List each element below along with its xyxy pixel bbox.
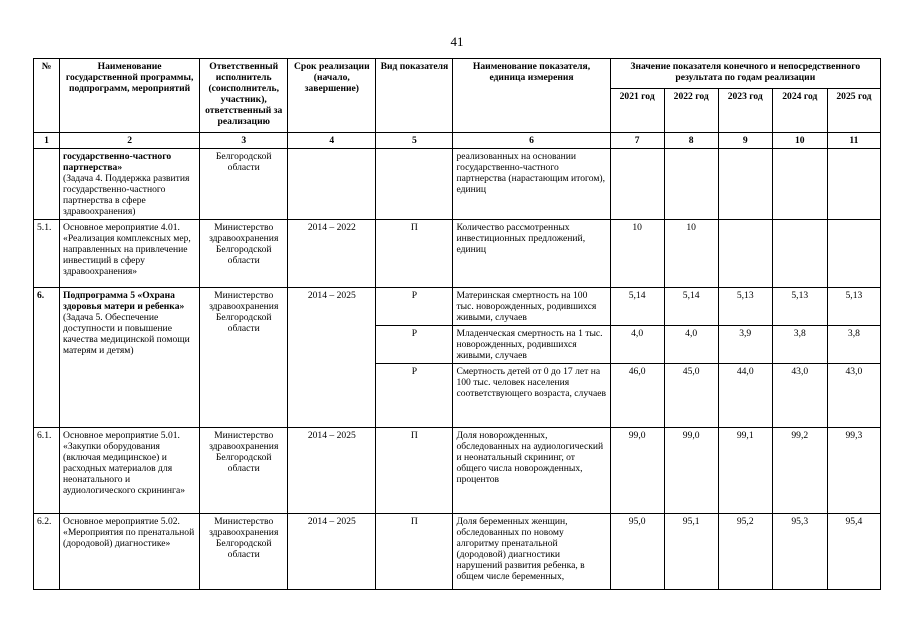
row-value: 5,13	[718, 288, 772, 326]
row-name: Основное мероприятие 5.02. «Мероприятия по пренатальной (дородовой) диагностике»	[60, 514, 200, 590]
header-executor: Ответственный исполнитель (соисполнитель, участник), ответственный за реализацию	[200, 59, 288, 133]
row-value: 3,8	[772, 326, 827, 364]
row-name: Основное мероприятие 5.01. «Закупки оборудования (включая медицинское) и расходных материалов для неонатального и аудиологического скрининга»	[60, 428, 200, 514]
header-year-2025: 2025 год	[827, 89, 880, 133]
col-number: 5	[376, 133, 453, 149]
row-name-bold: Подпрограмма 5 «Охрана здоровья матери и ребенка»	[63, 290, 185, 312]
col-number: 3	[200, 133, 288, 149]
row-kind: Р	[376, 326, 453, 364]
col-number: 2	[60, 133, 200, 149]
row-value: 43,0	[827, 364, 880, 428]
row-name-rest: (Задача 4. Поддержка развития государственно-частного партнерства в сфере здравоохранения)	[63, 173, 190, 217]
header-year-2024: 2024 год	[772, 89, 827, 133]
row-kind: П	[376, 514, 453, 590]
row-value: 95,0	[610, 514, 664, 590]
col-number: 1	[34, 133, 60, 149]
row-value: 44,0	[718, 364, 772, 428]
row-value: 3,9	[718, 326, 772, 364]
header-num: №	[34, 59, 60, 133]
row-indicator: реализованных на основании государственно-частного партнерства (нарастающим итогом), единиц	[453, 149, 610, 220]
column-number-row	[34, 133, 881, 149]
row-name	[60, 288, 200, 428]
row-value: 95,3	[772, 514, 827, 590]
row-value	[772, 220, 827, 288]
row-term	[288, 149, 376, 220]
header-program: Наименование государственной программы, подпрограмм, мероприятий	[60, 59, 200, 133]
row-kind: П	[376, 428, 453, 514]
row-term: 2014 – 2025	[288, 514, 376, 590]
col-number: 10	[772, 133, 827, 149]
row-value: 99,1	[718, 428, 772, 514]
row-kind	[376, 149, 453, 220]
row-value: 95,1	[664, 514, 718, 590]
row-indicator: Младенческая смертность на 1 тыс. новорожденных, родившихся живыми, случаев	[453, 326, 610, 364]
row-indicator: Доля беременных женщин, обследованных по новому алгоритму пренатальной (дородовой) диагностики нарушений развития ребенка, в общем числе беременных,	[453, 514, 610, 590]
row-value: 95,4	[827, 514, 880, 590]
row-indicator: Количество рассмотренных инвестиционных предложений, единиц	[453, 220, 610, 288]
row-executor: Министерство здравоохранения Белгородской области	[200, 220, 288, 288]
table-row	[34, 428, 881, 514]
row-value: 45,0	[664, 364, 718, 428]
row-executor: Министерство здравоохранения Белгородской области	[200, 514, 288, 590]
row-term: 2014 – 2022	[288, 220, 376, 288]
header-kind: Вид показателя	[376, 59, 453, 133]
row-num: 6.2.	[34, 514, 60, 590]
col-number: 8	[664, 133, 718, 149]
header-indicator: Наименование показателя, единица измерения	[453, 59, 610, 133]
row-executor: Министерство здравоохранения Белгородской области	[200, 428, 288, 514]
row-value: 5,13	[827, 288, 880, 326]
table-row	[34, 288, 881, 326]
row-kind: Р	[376, 288, 453, 326]
row-value: 99,0	[610, 428, 664, 514]
row-kind: П	[376, 220, 453, 288]
row-executor: Белгородской области	[200, 149, 288, 220]
header-year-2021: 2021 год	[610, 89, 664, 133]
table-row	[34, 220, 881, 288]
row-num	[34, 149, 60, 220]
row-value: 99,2	[772, 428, 827, 514]
row-name-bold: государственно-частного партнерства»	[63, 151, 172, 173]
row-value: 10	[664, 220, 718, 288]
row-value	[827, 149, 880, 220]
row-value	[718, 149, 772, 220]
col-number: 4	[288, 133, 376, 149]
row-name-rest: (Задача 5. Обеспечение доступности и повышение качества медицинской помощи матерям и детям)	[63, 312, 190, 356]
row-value	[772, 149, 827, 220]
row-value: 99,0	[664, 428, 718, 514]
row-value: 5,14	[664, 288, 718, 326]
row-value	[827, 220, 880, 288]
header-year-2022: 2022 год	[664, 89, 718, 133]
row-value	[610, 149, 664, 220]
row-num: 5.1.	[34, 220, 60, 288]
header-year-2023: 2023 год	[718, 89, 772, 133]
row-indicator: Материнская смертность на 100 тыс. новорожденных, родившихся живыми, случаев	[453, 288, 610, 326]
program-table	[33, 58, 881, 590]
row-num: 6.1.	[34, 428, 60, 514]
row-value: 99,3	[827, 428, 880, 514]
row-indicator: Смертность детей от 0 до 17 лет на 100 тыс. человек населения соответствующего возраста, случаев	[453, 364, 610, 428]
row-name: Основное мероприятие 4.01. «Реализация комплексных мер, направленных на привлечение инвестиций в сферу здравоохранения»	[60, 220, 200, 288]
row-executor: Министерство здравоохранения Белгородской области	[200, 288, 288, 428]
row-value: 46,0	[610, 364, 664, 428]
row-value: 4,0	[664, 326, 718, 364]
row-value	[664, 149, 718, 220]
row-value: 5,14	[610, 288, 664, 326]
row-term: 2014 – 2025	[288, 288, 376, 428]
row-kind: Р	[376, 364, 453, 428]
row-term: 2014 – 2025	[288, 428, 376, 514]
header-values-group: Значение показателя конечного и непосредственного результата по годам реализации	[610, 59, 880, 89]
col-number: 9	[718, 133, 772, 149]
col-number: 6	[453, 133, 610, 149]
header-term: Срок реализации (начало, завершение)	[288, 59, 376, 133]
col-number: 7	[610, 133, 664, 149]
row-value: 43,0	[772, 364, 827, 428]
row-value: 95,2	[718, 514, 772, 590]
row-value: 4,0	[610, 326, 664, 364]
row-indicator: Доля новорожденных, обследованных на аудиологический и неонатальный скрининг, от общего числа новорожденных, процентов	[453, 428, 610, 514]
table-row	[34, 149, 881, 220]
row-value: 5,13	[772, 288, 827, 326]
page-number: 41	[450, 34, 464, 49]
row-value	[718, 220, 772, 288]
table-row	[34, 514, 881, 590]
row-value: 10	[610, 220, 664, 288]
row-value: 3,8	[827, 326, 880, 364]
row-num: 6.	[34, 288, 60, 428]
row-name	[60, 149, 200, 220]
col-number: 11	[827, 133, 880, 149]
